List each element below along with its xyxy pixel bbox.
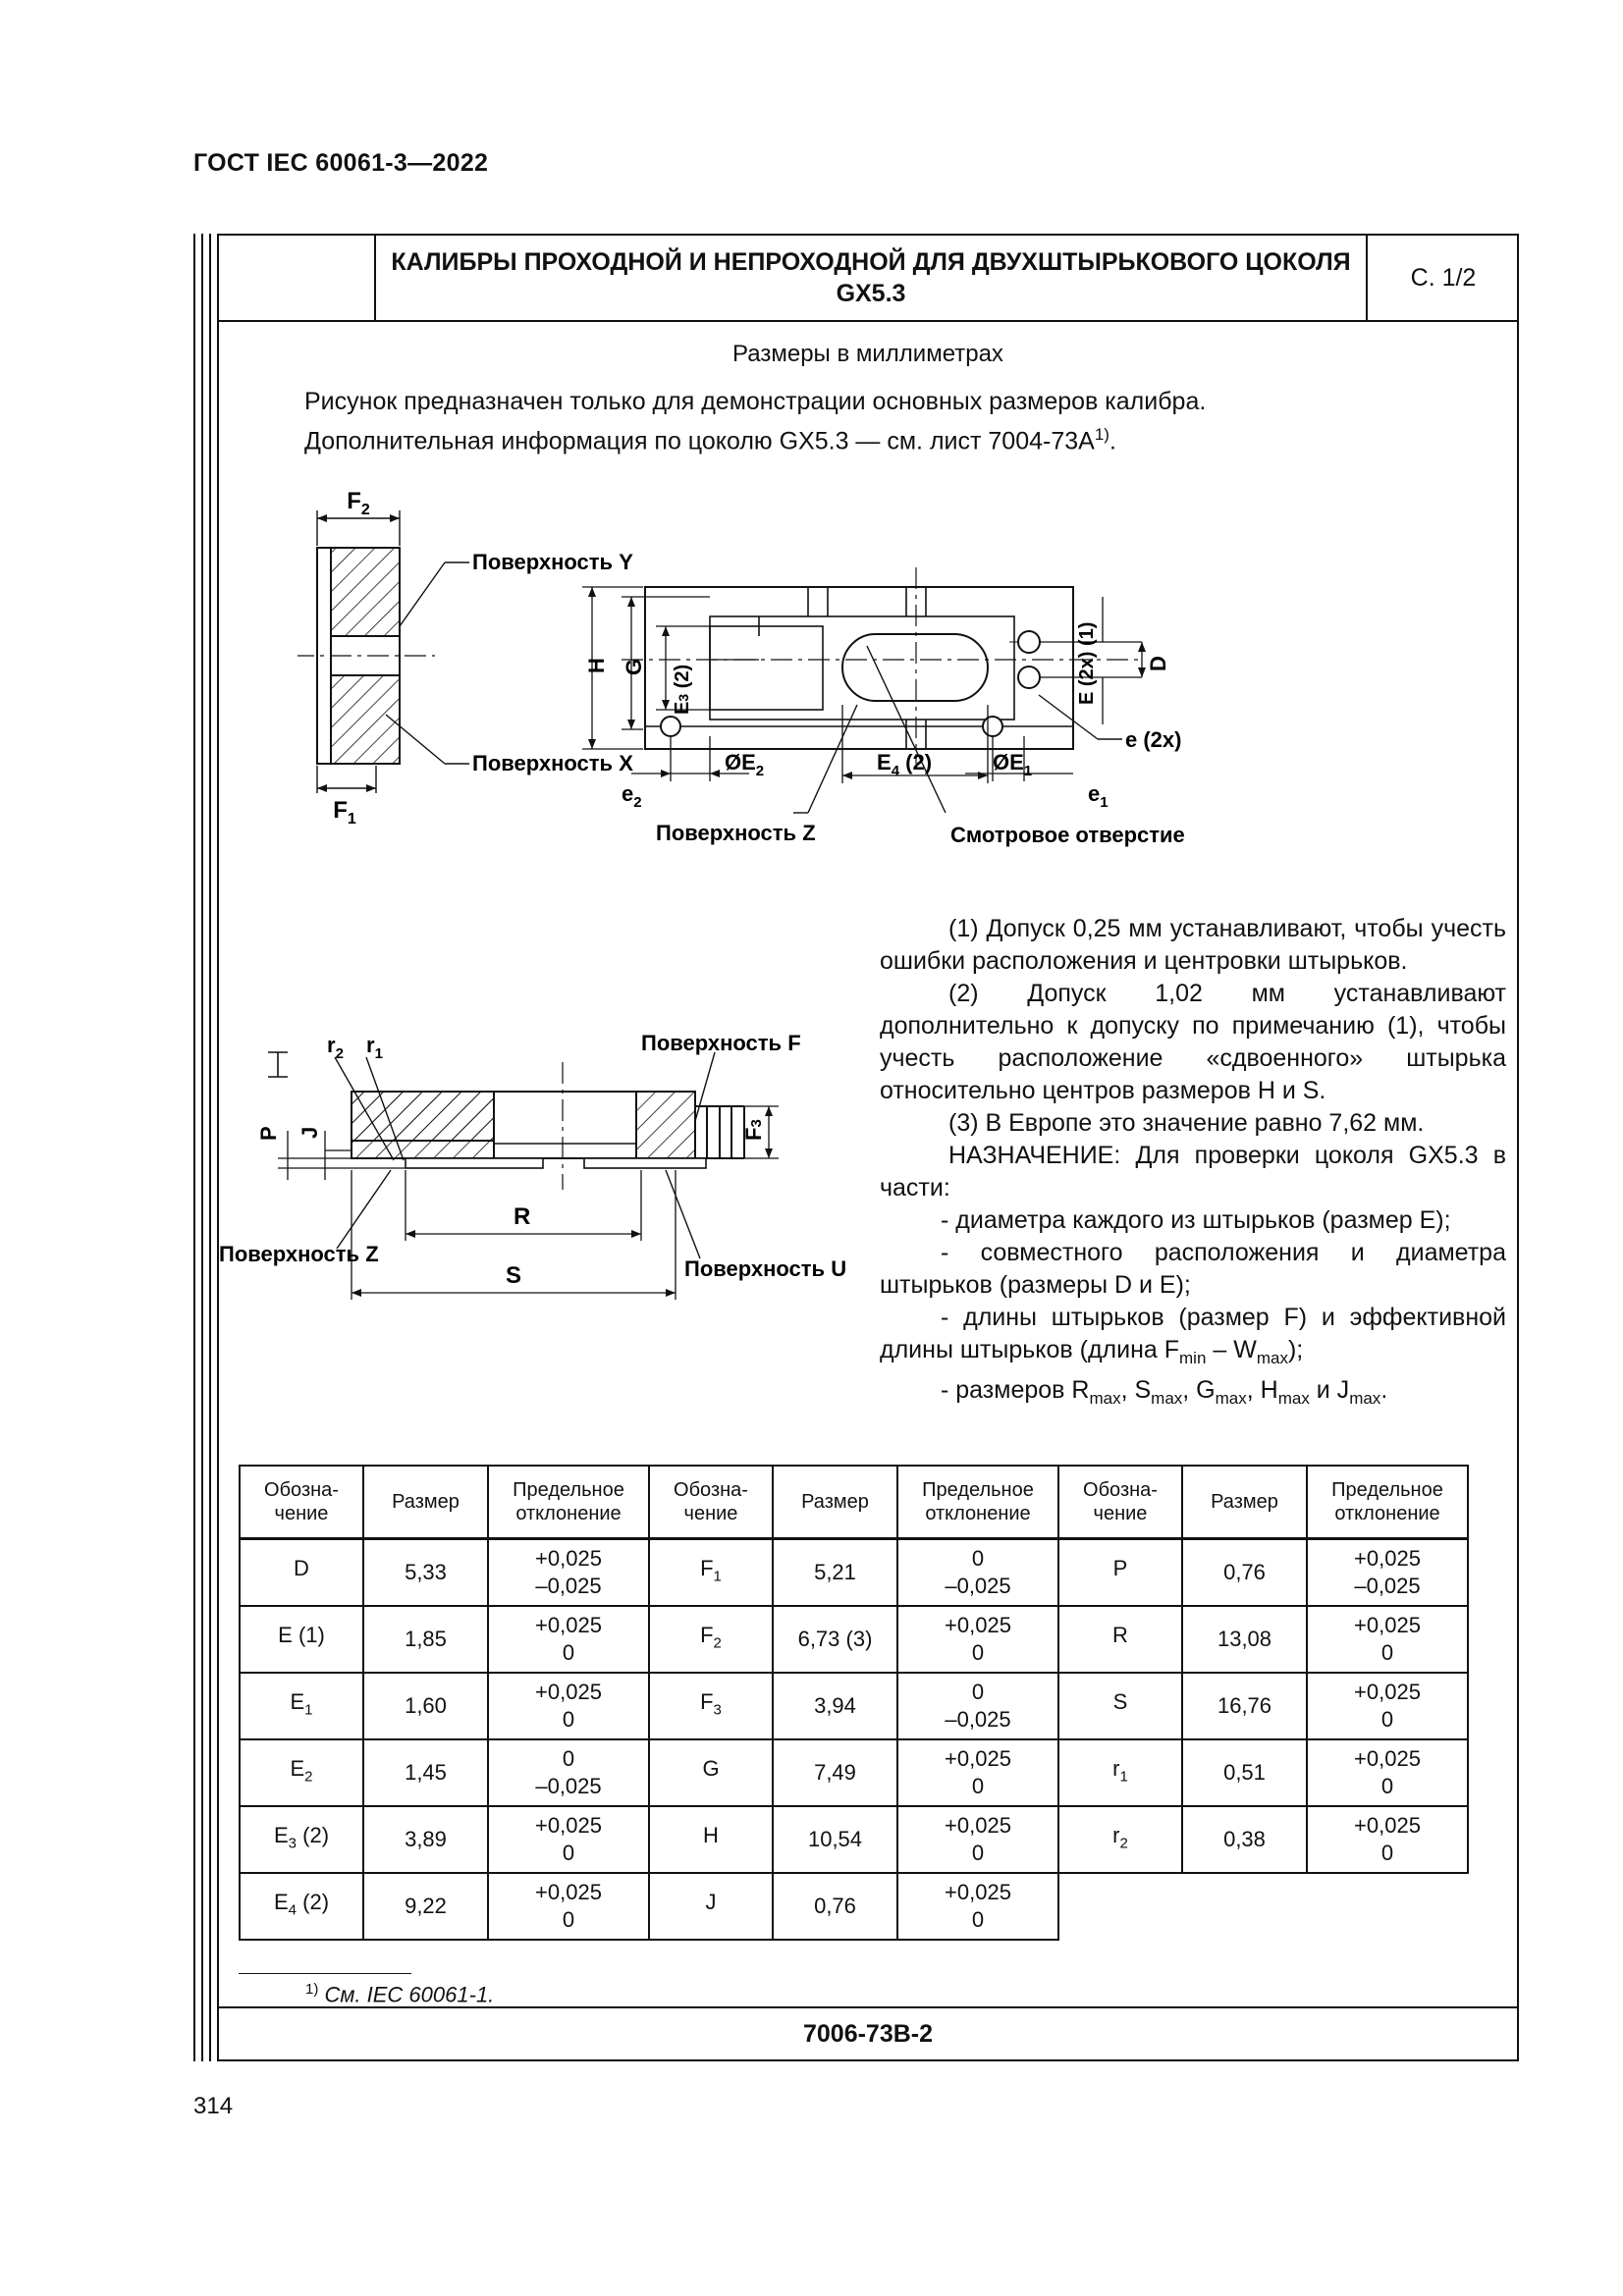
purpose-item-1: - диаметра каждого из штырьков (размер E); [941, 1206, 1451, 1234]
label-surface-X: Поверхность X [472, 751, 633, 775]
table-designation: R [1058, 1606, 1182, 1673]
table-designation: $E_2$ [240, 1739, 363, 1806]
table-tolerance: +0,025 0 [488, 1873, 649, 1940]
label-OE2: $ØE_2$ [725, 750, 765, 779]
title-empty-cell [219, 236, 376, 320]
table-tolerance: +0,025 0 [488, 1606, 649, 1673]
table-row [240, 1606, 1468, 1673]
label-view-hole: Смотровое отверстие [950, 823, 1185, 847]
purpose-item-4: - размеров $R_{max}$, $S_{max}$, $G_{max}$, $H_{max}$ и $J_{max}$. [941, 1376, 1388, 1408]
table-designation: P [1058, 1539, 1182, 1607]
table-size: 9,22 [363, 1873, 488, 1940]
document-header: ГОСТ IEC 60061-3—2022 [193, 149, 489, 177]
purpose-item-3: - длины штырьков (размер F) и эффективной длины штырьков (длина $F_{min} - W_{max}$); [880, 1304, 1506, 1367]
dimensions-table [239, 1465, 1469, 1941]
table-designation: H [649, 1806, 773, 1873]
purpose-item-2: - совместного расположения и диаметра штырьков (размеры D и E); [880, 1239, 1506, 1299]
label-OE1: $ØE_1$ [993, 750, 1033, 779]
table-size: 1,45 [363, 1739, 488, 1806]
purpose: НАЗНАЧЕНИЕ: Для проверки цоколя GX5.3 в части: [880, 1142, 1506, 1201]
table-tolerance: +0,025 0 [897, 1873, 1058, 1940]
label-J: J [298, 1126, 322, 1139]
table-header-cell: Размер [773, 1466, 897, 1539]
table-row [240, 1539, 1468, 1607]
label-E-2x: E (2x) (1) [1076, 621, 1098, 705]
table-header-cell: Размер [363, 1466, 488, 1539]
intro-line-2: Дополнительная информация по цоколю GX5.3 — см. лист $7004-73А^{1)}$. [304, 425, 1116, 455]
label-r1: $r_1$ [366, 1033, 383, 1062]
table-size: 5,33 [363, 1539, 488, 1607]
title-row [219, 236, 1517, 322]
table-size: 10,54 [773, 1806, 897, 1873]
table-size: 0,76 [773, 1873, 897, 1940]
table-empty-cell [1058, 1873, 1468, 1940]
table-size: 13,08 [1182, 1606, 1307, 1673]
table-tolerance: +0,025 0 [897, 1606, 1058, 1673]
table-size: 0,76 [1182, 1539, 1307, 1607]
table-tolerance: +0,025 0 [897, 1806, 1058, 1873]
label-F1: $F_1$ [333, 797, 356, 828]
table-tolerance: +0,025 –0,025 [1307, 1539, 1468, 1607]
label-surface-U: Поверхность U [684, 1256, 847, 1281]
label-R: R [514, 1203, 531, 1230]
table-header-cell: Предельное отклонение [1307, 1466, 1468, 1539]
page-number: 314 [193, 2093, 234, 2119]
notes-block [880, 913, 1506, 1415]
table-header-cell: Обозна- чение [240, 1466, 363, 1539]
table-size: 1,60 [363, 1673, 488, 1739]
intro-line-1: Рисунок предназначен только для демонстрации основных размеров калибра. [304, 388, 1207, 415]
table-size: 3,94 [773, 1673, 897, 1739]
note-1: (1) Допуск 0,25 мм устанавливают, чтобы учесть ошибки расположения и центровки штырьков. [880, 915, 1506, 975]
table-tolerance: +0,025 0 [1307, 1806, 1468, 1873]
label-e-2x: e (2x) [1125, 727, 1182, 752]
table-size: 1,85 [363, 1606, 488, 1673]
table-tolerance: +0,025 0 [1307, 1739, 1468, 1806]
table-designation: $E_4$ (2) [240, 1873, 363, 1940]
label-surface-Z-section: Поверхность Z [219, 1242, 379, 1266]
label-S: S [506, 1262, 522, 1289]
label-surface-Z-top: Поверхность Z [656, 821, 816, 845]
note-3: (3) В Европе это значение равно 7,62 мм. [948, 1109, 1425, 1137]
table-tolerance: 0 –0,025 [897, 1673, 1058, 1739]
footnote: $^{1)}$ См. IEC 60061-1. [305, 1981, 495, 2007]
margin-line-1 [193, 234, 195, 2061]
sheet-number: С. 1/2 [1410, 263, 1477, 292]
label-r2: $r_2$ [327, 1033, 344, 1062]
label-E4: $E_4$ (2) [877, 750, 933, 779]
table-size: 16,76 [1182, 1673, 1307, 1739]
label-F2: $F_2$ [347, 488, 370, 518]
table-tolerance: +0,025 0 [488, 1806, 649, 1873]
label-P: P [256, 1126, 281, 1141]
table-designation: $F_2$ [649, 1606, 773, 1673]
table-header-cell: Предельное отклонение [897, 1466, 1058, 1539]
table-tolerance: 0 –0,025 [897, 1539, 1058, 1607]
label-e2: $e_2$ [622, 781, 642, 811]
label-surface-Y: Поверхность Y [472, 550, 633, 574]
table-tolerance: 0 –0,025 [488, 1739, 649, 1806]
table-size: 7,49 [773, 1739, 897, 1806]
table-tolerance: +0,025 0 [1307, 1606, 1468, 1673]
sheet-code: 7006-73В-2 [219, 2006, 1517, 2059]
table-tolerance: +0,025 0 [1307, 1673, 1468, 1739]
table-header-row [240, 1466, 1468, 1539]
sheet-title: КАЛИБРЫ ПРОХОДНОЙ И НЕПРОХОДНОЙ ДЛЯ ДВУХШТЫРЬКОВОГО ЦОКОЛЯ GX5.3 [376, 236, 1368, 320]
label-D: D [1146, 656, 1170, 671]
table-designation: E (1) [240, 1606, 363, 1673]
table-row [240, 1806, 1468, 1873]
table-designation: $r_2$ [1058, 1806, 1182, 1873]
table-header-cell: Предельное отклонение [488, 1466, 649, 1539]
table-tolerance: +0,025 0 [488, 1673, 649, 1739]
table-size: 6,73 (3) [773, 1606, 897, 1673]
label-E3: E3 (2) [672, 664, 693, 715]
table-designation: $F_3$ [649, 1673, 773, 1739]
table-size: 3,89 [363, 1806, 488, 1873]
table-designation: J [649, 1873, 773, 1940]
table-size: 0,38 [1182, 1806, 1307, 1873]
margin-line-3 [209, 234, 211, 2061]
table-designation: $E_3$ (2) [240, 1806, 363, 1873]
table-designation: $r_1$ [1058, 1739, 1182, 1806]
label-F3: F3 [741, 1119, 766, 1141]
table-designation: G [649, 1739, 773, 1806]
table-header-cell: Обозна- чение [1058, 1466, 1182, 1539]
table-designation: $E_1$ [240, 1673, 363, 1739]
footnote-rule [239, 1973, 411, 1974]
table-row [240, 1873, 1468, 1940]
table-row [240, 1673, 1468, 1739]
label-surface-F: Поверхность F [641, 1031, 801, 1055]
units-note: Размеры в миллиметрах [732, 341, 1003, 367]
note-2: (2) Допуск 1,02 мм устанавливают дополнительно к допуску по примечанию (1), чтобы учесть расположение «сдвоенного» штырька относительно центров размеров H и S. [880, 980, 1506, 1104]
sheet-frame [217, 234, 1519, 2061]
table-size: 5,21 [773, 1539, 897, 1607]
margin-line-2 [201, 234, 203, 2061]
table-tolerance: +0,025 0 [897, 1739, 1058, 1806]
table-designation: S [1058, 1673, 1182, 1739]
table-designation: D [240, 1539, 363, 1607]
label-G: G [622, 658, 646, 675]
plan-view [582, 567, 1146, 813]
table-header-cell: Размер [1182, 1466, 1307, 1539]
table-header-cell: Обозна- чение [649, 1466, 773, 1539]
table-size: 0,51 [1182, 1739, 1307, 1806]
table-tolerance: +0,025 –0,025 [488, 1539, 649, 1607]
intro-text [304, 385, 1206, 457]
table-designation: $F_1$ [649, 1539, 773, 1607]
label-H: H [584, 658, 609, 673]
gauge-drawing-top [298, 469, 1417, 881]
label-e1: $e_1$ [1088, 781, 1109, 811]
side-view [298, 510, 469, 793]
gauge-drawing-section [219, 984, 867, 1347]
table-row [240, 1739, 1468, 1806]
